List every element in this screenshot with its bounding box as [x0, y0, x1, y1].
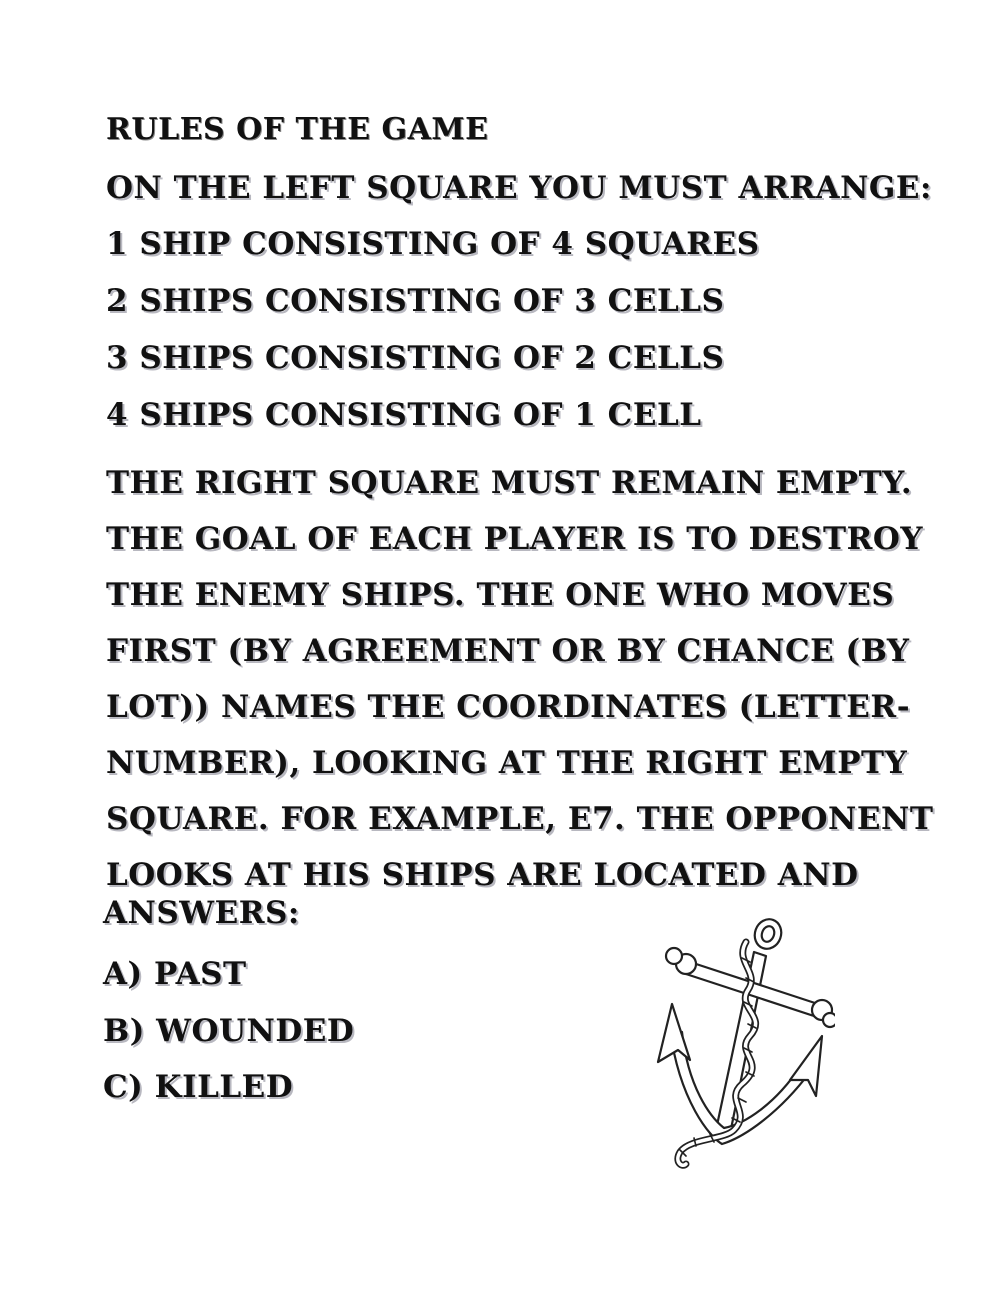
paragraph-line: LOOKS AT HIS SHIPS ARE LOCATED AND: [106, 857, 859, 893]
paragraph-line: FIRST (BY AGREEMENT OR BY CHANCE (BY: [106, 633, 910, 669]
ship-item: 1 SHIP CONSISTING OF 4 SQUARES: [106, 226, 760, 262]
paragraph-line: SQUARE. FOR EXAMPLE, E7. THE OPPONENT: [106, 801, 934, 837]
answer-item: A) PAST: [103, 956, 247, 992]
ship-item: 2 SHIPS CONSISTING OF 3 CELLS: [106, 283, 725, 319]
ship-item: 3 SHIPS CONSISTING OF 2 CELLS: [106, 340, 725, 376]
intro-line: ON THE LEFT SQUARE YOU MUST ARRANGE:: [106, 170, 932, 206]
paragraph-line: THE GOAL OF EACH PLAYER IS TO DESTROY: [106, 521, 923, 557]
page-title: RULES OF THE GAME: [106, 112, 489, 147]
ship-item: 4 SHIPS CONSISTING OF 1 CELL: [106, 397, 702, 433]
paragraph-line: THE ENEMY SHIPS. THE ONE WHO MOVES: [106, 577, 895, 613]
paragraph-line: ANSWERS:: [103, 895, 300, 931]
answer-item: C) KILLED: [103, 1069, 294, 1105]
answer-item: B) WOUNDED: [103, 1013, 355, 1049]
paragraph-line: THE RIGHT SQUARE MUST REMAIN EMPTY.: [106, 465, 913, 501]
paragraph-line: LOT)) NAMES THE COORDINATES (LETTER-: [106, 689, 911, 725]
anchor-icon: [650, 912, 835, 1172]
paragraph-line: NUMBER), LOOKING AT THE RIGHT EMPTY: [106, 745, 908, 781]
